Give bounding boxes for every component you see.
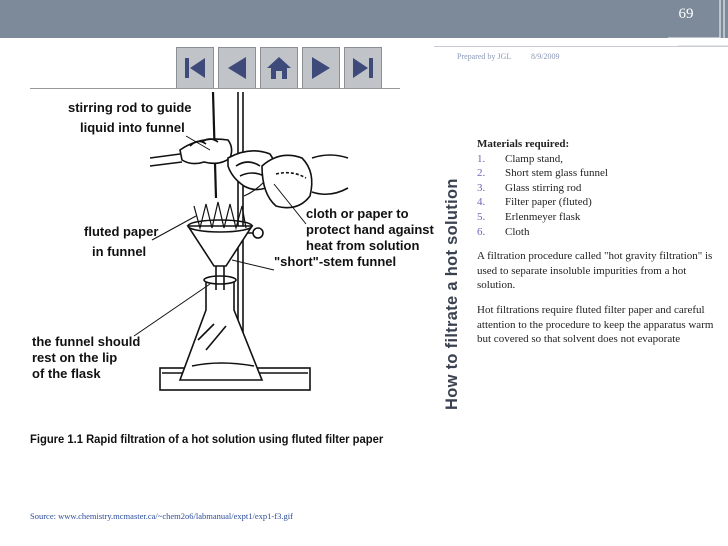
next-icon <box>306 53 336 83</box>
figure-caption: Figure 1.1 Rapid filtration of a hot solution using fluted filter paper <box>30 432 384 446</box>
prepared-by: Prepared by JGL <box>457 52 512 61</box>
first-slide-button[interactable] <box>176 47 214 89</box>
list-item: 1. Clamp stand, <box>477 152 564 165</box>
top-bar <box>0 0 728 38</box>
home-button[interactable] <box>260 47 298 89</box>
next-slide-button[interactable] <box>302 47 340 89</box>
header-divider <box>434 46 728 47</box>
list-item: 5. Erlenmeyer flask <box>477 210 581 223</box>
paragraph-details: Hot filtrations require fluted filter paper and careful attention to the procedure to keep the apparatus warm but covered so that solvent does not evaporate <box>477 303 714 346</box>
label-short-stem-funnel: "short"-stem funnel <box>274 254 397 269</box>
slide-number: 69 <box>678 6 694 22</box>
slide-navigation <box>176 47 386 91</box>
label-stirring-rod: stirring rod to guide liquid into funnel <box>68 100 192 135</box>
list-item: 2. Short stem glass funnel <box>477 167 608 180</box>
slide-date: 8/9/2009 <box>531 52 560 61</box>
last-icon <box>348 53 378 83</box>
materials-heading: Materials required: <box>477 138 570 150</box>
list-item: 4. Filter paper (fluted) <box>477 196 592 209</box>
home-icon <box>264 53 294 83</box>
label-funnel-rest: the funnel should rest on the lip of the flask <box>32 334 141 381</box>
last-slide-button[interactable] <box>344 47 382 89</box>
label-fluted-paper: fluted paper in funnel <box>84 224 159 259</box>
list-item: 3. Glass stirring rod <box>477 181 582 194</box>
previous-slide-button[interactable] <box>218 47 256 89</box>
slide-content <box>477 137 722 347</box>
first-icon <box>180 53 210 83</box>
hot-filtration-apparatus-illustration <box>30 88 416 458</box>
slide-title: How to filtrate a hot solution <box>443 178 461 410</box>
source-link[interactable]: Source: www.chemistry.mcmaster.ca/~chem2o6/labmanual/expt1/exp1-f3.gif <box>30 511 293 521</box>
previous-icon <box>222 53 252 83</box>
paragraph-intro: A filtration procedure called "hot gravity filtration" is used to separate insoluble impurities from a hot solution. <box>477 250 713 292</box>
materials-list <box>477 152 722 240</box>
label-cloth: cloth or paper to protect hand against heat from solution <box>306 206 434 253</box>
list-item: 6. Cloth <box>477 225 530 238</box>
